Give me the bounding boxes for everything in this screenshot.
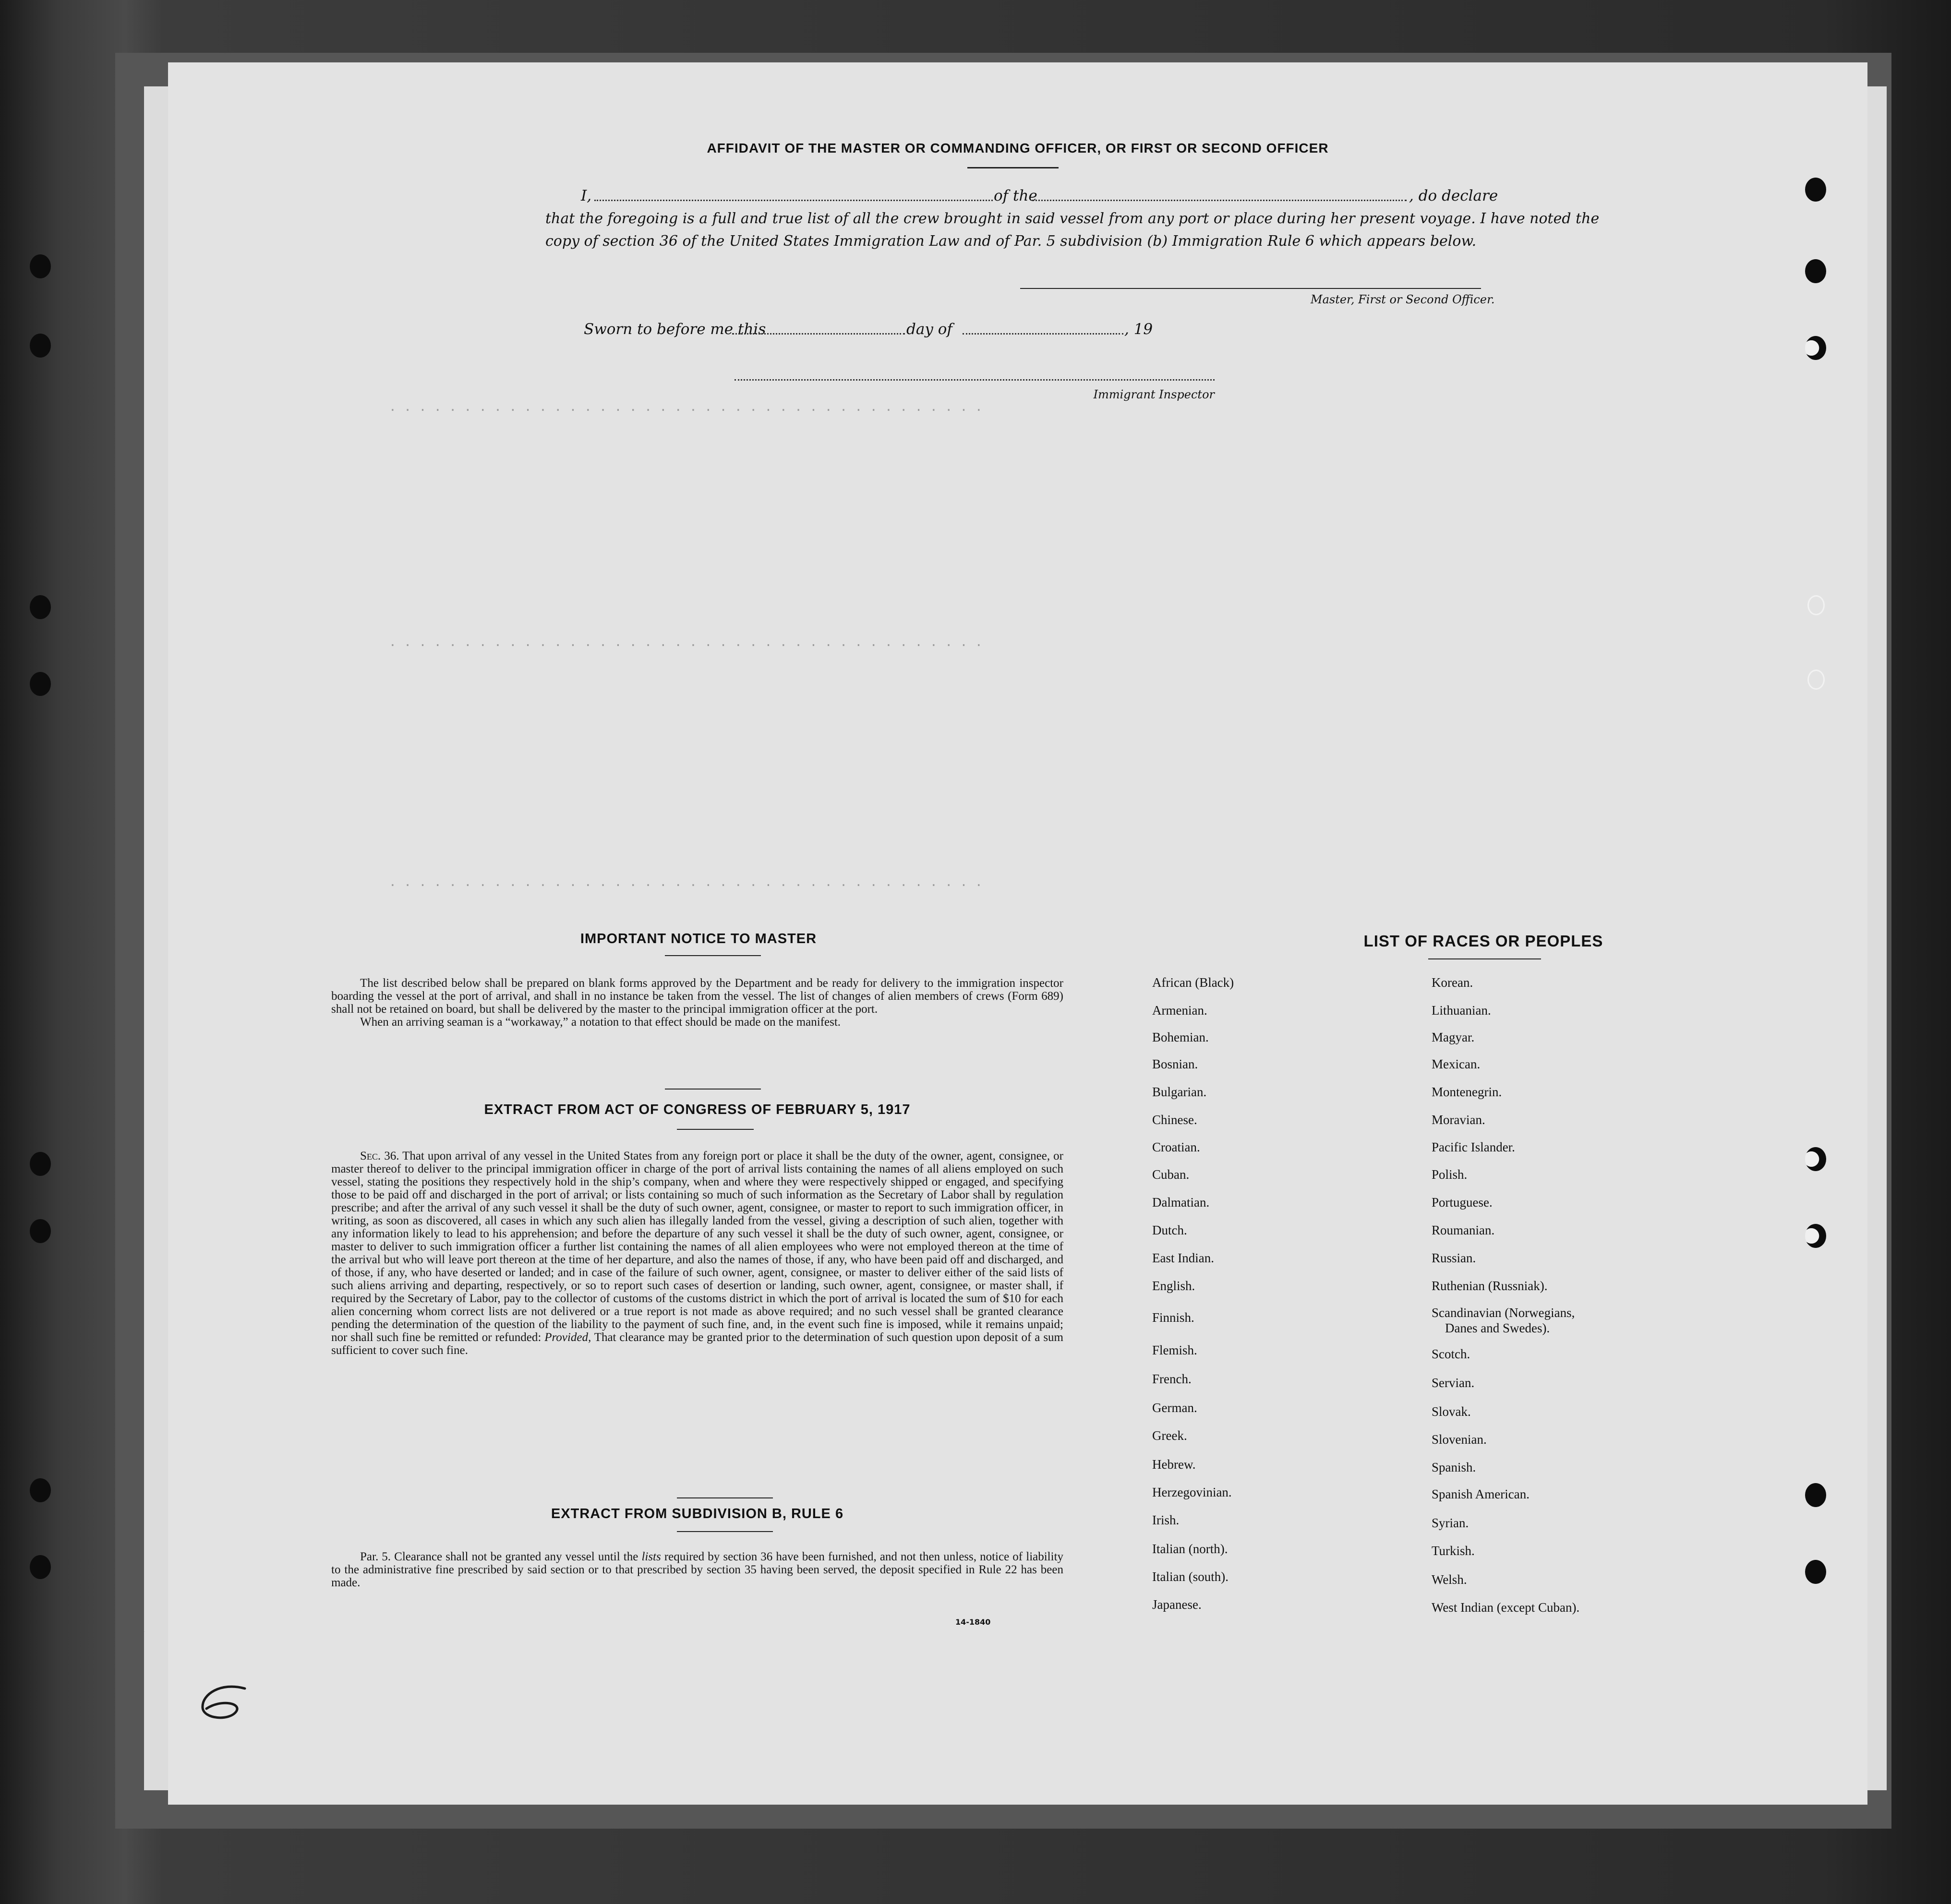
race-item: German. <box>1152 1401 1197 1415</box>
notice-divider <box>665 1089 761 1090</box>
binder-hole <box>30 1219 51 1243</box>
affidavit-line-2: that the foregoing is a full and true list of all the crew brought in said vessel from any port or place during her present voyage. I have noted the <box>545 210 1600 227</box>
race-item: Bulgarian. <box>1152 1085 1207 1099</box>
act-extract-text-end: That clearance may be granted prior to the determination of such question upon deposit of a sum sufficient to cover such fine. <box>331 1331 1063 1357</box>
race-item: Syrian. <box>1432 1516 1469 1530</box>
race-item: Italian (north). <box>1152 1542 1228 1556</box>
race-item: Hebrew. <box>1152 1457 1196 1472</box>
signature-line <box>1020 288 1481 289</box>
race-item: West Indian (except Cuban). <box>1432 1600 1580 1615</box>
binder-hole <box>1805 1224 1826 1248</box>
bleed-through-mark: · · · · · · · · · · · · · · · · · · · · · · · · · · · · · · · · · · · · · · · · <box>389 878 983 893</box>
race-item: Scandinavian (Norwegians, <box>1432 1305 1575 1320</box>
act-extract-underline <box>677 1129 754 1130</box>
sworn-day-field <box>732 333 905 335</box>
notice-underline <box>665 955 761 956</box>
race-item: Lithuanian. <box>1432 1003 1491 1018</box>
binder-hole <box>30 1152 51 1176</box>
race-item: Dutch. <box>1152 1223 1187 1237</box>
form-number: 14-1840 <box>955 1617 991 1627</box>
race-item: English. <box>1152 1279 1195 1293</box>
binder-hole <box>1805 1147 1826 1171</box>
race-item: Pacific Islander. <box>1432 1140 1515 1154</box>
rule-extract-text-b: required by section 36 have been furnished, and not then unless, notice of liability to the administrative fine prescribed by said section or to that prescribed by section 35 having been served, the deposit specified in Rule 22 has been made. <box>331 1550 1064 1589</box>
binder-hole <box>1807 670 1825 690</box>
race-item: Polish. <box>1432 1167 1468 1182</box>
inspector-caption: Immigrant Inspector <box>1093 388 1215 401</box>
sworn-month-field <box>963 333 1123 335</box>
binder-hole <box>1805 1560 1826 1584</box>
race-item: Roumanian. <box>1432 1223 1495 1237</box>
binder-hole <box>30 254 51 278</box>
affidavit-of-the: of the <box>994 187 1037 204</box>
race-item: Ruthenian (Russniak). <box>1432 1279 1548 1293</box>
race-item: Chinese. <box>1152 1113 1197 1127</box>
affidavit-do-declare: , do declare <box>1409 187 1498 204</box>
notice-paragraph-2: When an arriving seaman is a “workaway,” a notation to that effect should be made on the manifest. <box>360 1016 841 1029</box>
race-item: Turkish. <box>1432 1544 1475 1558</box>
race-item: Spanish. <box>1432 1460 1476 1474</box>
binder-hole <box>30 1555 51 1579</box>
manifest-page <box>144 62 1867 1805</box>
section-label: Sec. 36. <box>360 1150 399 1162</box>
race-item: Bosnian. <box>1152 1057 1198 1071</box>
races-title: LIST OF RACES OR PEOPLES <box>1363 932 1603 950</box>
race-item: Scotch. <box>1432 1347 1470 1361</box>
rule-extract-underline <box>677 1531 773 1532</box>
race-item: Servian. <box>1432 1376 1475 1390</box>
binder-hole <box>30 595 51 619</box>
race-item: Flemish. <box>1152 1343 1197 1357</box>
handwritten-page-mark <box>192 1680 264 1723</box>
race-item: Italian (south). <box>1152 1569 1228 1584</box>
races-underline <box>1428 958 1541 959</box>
inspector-signature-field <box>735 379 1215 381</box>
binder-hole <box>1805 336 1826 360</box>
race-item: French. <box>1152 1372 1192 1386</box>
master-name-field <box>594 200 993 201</box>
race-item: Portuguese. <box>1432 1195 1493 1209</box>
race-item: Croatian. <box>1152 1140 1200 1154</box>
rule-extract-divider <box>677 1497 773 1498</box>
affidavit-i: I, <box>581 187 592 204</box>
binder-hole <box>1805 178 1826 202</box>
binder-hole <box>1807 595 1825 615</box>
race-item: Spanish American. <box>1432 1487 1529 1501</box>
sworn-year: , 19 <box>1124 321 1153 338</box>
vessel-name-field <box>1032 200 1407 201</box>
title-underline <box>967 167 1059 168</box>
race-item: Moravian. <box>1432 1113 1485 1127</box>
binder-hole <box>1805 1483 1826 1507</box>
rule-extract-body <box>331 1550 1063 1589</box>
notice-paragraph-1: The list described below shall be prepared on blank forms approved by the Department and be ready for delivery to the immigration inspector boarding the vessel at the port of arrival, and shall in no instance be taken from the vessel. The list of changes of alien members of crews (Form 689) shall not be retained on board, but shall be delivered by the master to the principal immigration officer at the port. <box>331 977 1063 1016</box>
race-item: East Indian. <box>1152 1251 1214 1265</box>
race-item: Mexican. <box>1432 1057 1481 1071</box>
rule-extract-text-a: Par. 5. Clearance shall not be granted any vessel until the <box>360 1550 638 1563</box>
bleed-through-mark: · · · · · · · · · · · · · · · · · · · · · · · · · · · · · · · · · · · · · · · · <box>389 403 983 418</box>
act-extract-body <box>331 1150 1063 1357</box>
race-item: Danes and Swedes). <box>1445 1321 1550 1335</box>
affidavit-line-3: copy of section 36 of the United States Immigration Law and of Par. 5 subdivision (b) Immigration Rule 6 which appears below. <box>545 233 1477 250</box>
race-item: Bohemian. <box>1152 1030 1209 1044</box>
race-item: Russian. <box>1432 1251 1476 1265</box>
act-extract-text: That upon arrival of any vessel in the United States from any foreign port or place it shall be the duty of the owner, agent, consignee, or master thereof to deliver to the principal immigration officer in charge of the port of arrival lists containing the names of all aliens employed on such vessel, stating the positions they respectively hold in the ship’s company, when and where they were respectively shipped or engaged, and specifying those to be paid off and discharged in the port of arrival; or lists containing so much of such information as the Secretary of Labor shall by regulation prescribe; and after the arrival of any such vessel it shall be the duty of such owner, agent, consignee, or master to report to such immigration officer, in writing, as soon as discovered, all cases in which any such alien has illegally landed from the vessel, giving a description of such alien, together with any information likely to lead to his apprehension; and before the departure of any such vessel it shall be the duty of such owner, agent, consignee, or master to deliver to such immigration officer a further list containing the names of all alien employees who were not employed thereon at the time of the arrival but who will leave port thereon at the time of her departure, and also the names of those, if any, who have been paid off and discharged, and of those, if any, who have deserted or landed; and in case of the failure of such owner, agent, consignee, or master to deliver either of the said lists of such aliens arriving and departing, respectively, or so to report such cases of desertion or landing, such owner, agent, consignee, or master shall, if required by the Secretary of Labor, pay to the collector of customs of the customs district in which the port of arrival is located the sum of $10 for each alien concerning whom correct lists are not delivered or a true report is not made as above required; and no such vessel shall be granted clearance pending the determination of the question of the liability to the payment of such fine, and, in the event such fine is imposed, while it remains unpaid; nor shall such fine be remitted or refunded: <box>331 1150 1063 1344</box>
binder-hole <box>30 672 51 696</box>
race-item: Greek. <box>1152 1428 1187 1443</box>
race-item: Slovak. <box>1432 1404 1471 1419</box>
race-item: Finnish. <box>1152 1310 1194 1325</box>
race-item: Japanese. <box>1152 1597 1202 1612</box>
signature-caption: Master, First or Second Officer. <box>1311 293 1495 306</box>
race-item: Cuban. <box>1152 1167 1190 1182</box>
affidavit-title: AFFIDAVIT OF THE MASTER OR COMMANDING OFFICER, OR FIRST OR SECOND OFFICER <box>707 141 1329 156</box>
bleed-through-mark: · · · · · · · · · · · · · · · · · · · · · · · · · · · · · · · · · · · · · · · · <box>389 638 983 653</box>
race-item: Korean. <box>1432 975 1473 990</box>
sworn-prefix: Sworn to before me this <box>584 321 766 338</box>
race-item: Slovenian. <box>1432 1432 1487 1447</box>
sworn-day-of: day of <box>906 321 952 338</box>
race-item: Welsh. <box>1432 1572 1467 1587</box>
binder-hole <box>30 334 51 358</box>
race-item: Herzegovinian. <box>1152 1485 1232 1499</box>
binder-hole <box>30 1478 51 1502</box>
race-item: Armenian. <box>1152 1003 1207 1018</box>
race-item: Magyar. <box>1432 1030 1475 1044</box>
provided-word: Provided, <box>544 1331 591 1344</box>
binder-hole <box>1805 259 1826 283</box>
race-item: Irish. <box>1152 1513 1180 1527</box>
rule-extract-title: EXTRACT FROM SUBDIVISION B, RULE 6 <box>551 1506 844 1521</box>
rule-extract-lists: lists <box>641 1550 661 1563</box>
notice-title: IMPORTANT NOTICE TO MASTER <box>580 931 817 946</box>
race-item: Montenegrin. <box>1432 1085 1502 1099</box>
notice-body <box>331 977 1063 1029</box>
race-item: African (Black) <box>1152 975 1234 990</box>
race-item: Dalmatian. <box>1152 1195 1210 1209</box>
act-extract-title: EXTRACT FROM ACT OF CONGRESS OF FEBRUARY 5, 1917 <box>484 1102 911 1117</box>
